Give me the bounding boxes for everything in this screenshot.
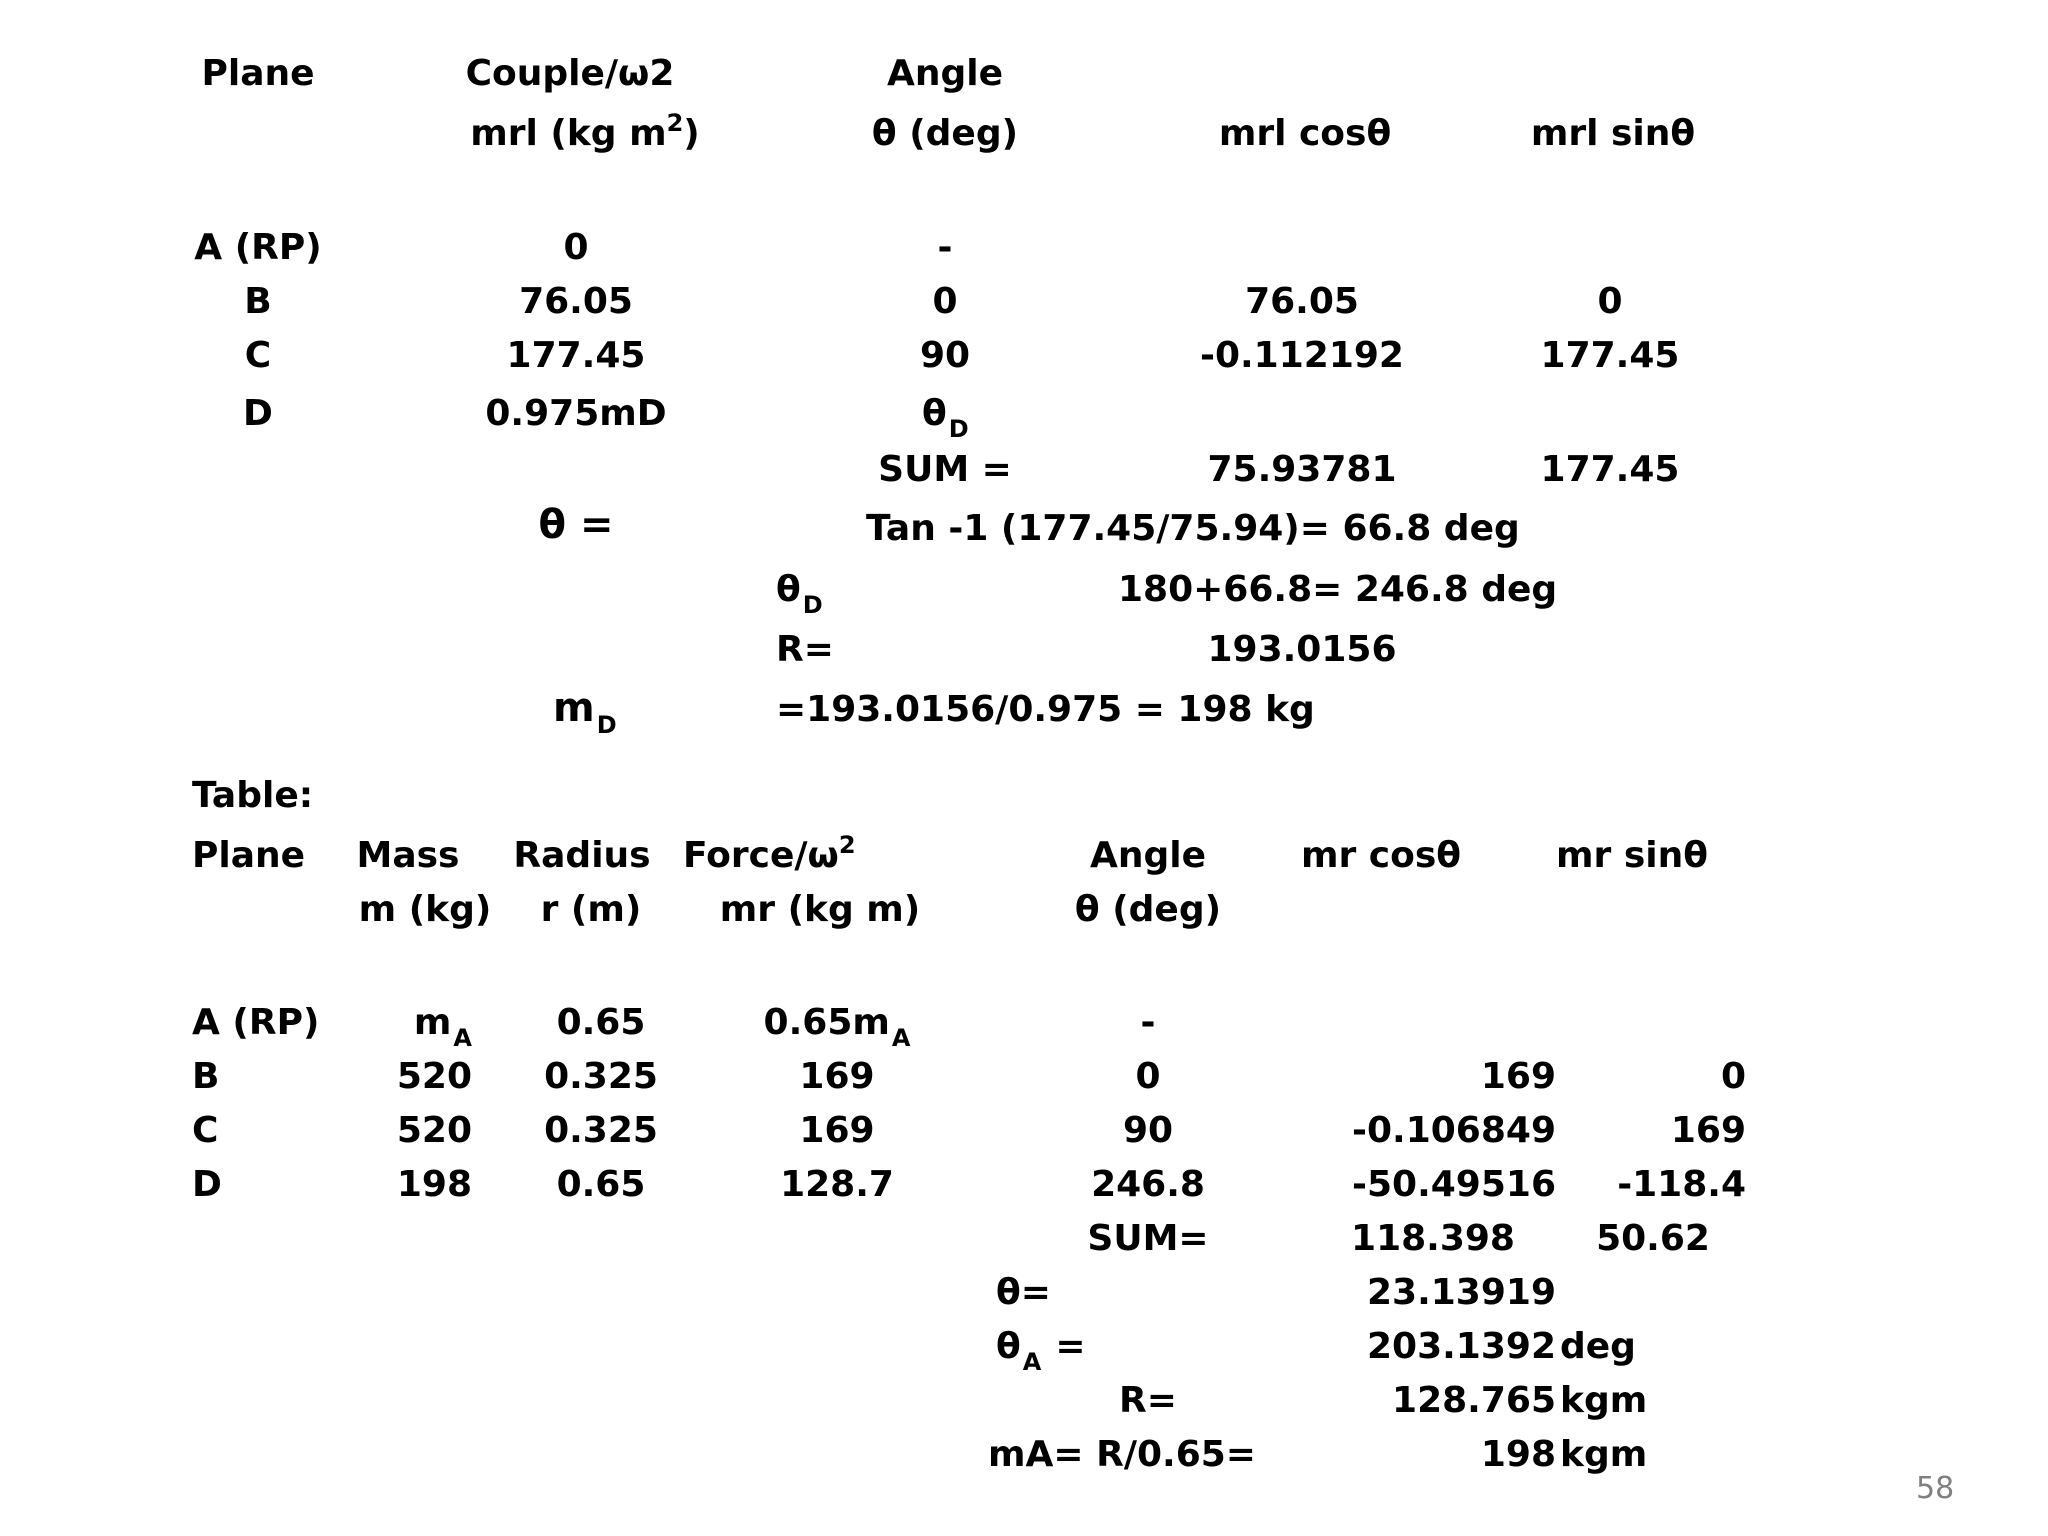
t1-row-b-plane: B — [244, 281, 272, 322]
t2-header-force: Force/$\omega^2$ — [683, 831, 856, 876]
t2-row-b-plane: B — [192, 1056, 220, 1097]
t2-sum-sin: 50.62 — [1596, 1218, 1710, 1259]
t2-row-b-mass: 520 — [396, 1056, 472, 1097]
t1-row-a-plane: A (RP) — [194, 227, 322, 268]
t2-theta-label: θ= — [996, 1272, 1051, 1313]
t2-row-b-radius: 0.325 — [544, 1056, 658, 1097]
t2-row-c-force: 169 — [799, 1110, 875, 1151]
t1-row-b-sin: 0 — [1597, 281, 1623, 322]
t2-thetaA-unit: deg — [1560, 1326, 1636, 1367]
t2-theta-value: 23.13919 — [1366, 1272, 1556, 1313]
t2-thetaA-value: 203.1392 — [1366, 1326, 1556, 1367]
t2-row-a-plane: A (RP) — [192, 1002, 320, 1043]
t2-header-plane: Plane — [192, 835, 306, 876]
t1-mD-value: =193.0156/0.975 = 198 kg — [776, 689, 1315, 730]
t1-row-d-couple: 0.975mD — [485, 393, 667, 434]
t2-row-b-cos: 169 — [1480, 1056, 1556, 1097]
t1-sum-label: SUM = — [878, 449, 1012, 490]
t2-row-d-cos: -50.49516 — [1352, 1164, 1556, 1205]
t2-row-d-radius: 0.65 — [556, 1164, 646, 1205]
t1-row-c-plane: C — [244, 335, 272, 376]
t1-thetaD-label: $\theta_D$ — [776, 569, 823, 619]
t2-row-a-angle: - — [1140, 1002, 1156, 1043]
t1-row-c-cos: -0.112192 — [1200, 335, 1404, 376]
t1-row-d-plane: D — [243, 393, 273, 434]
t1-row-a-angle: - — [937, 227, 953, 268]
t2-title: Table: — [192, 775, 314, 816]
t2-header-radius: Radius — [513, 835, 651, 876]
t1-header-cos: mrl cosθ — [1218, 113, 1392, 154]
t2-row-d-mass: 198 — [396, 1164, 472, 1205]
t1-row-c-couple: 177.45 — [506, 335, 646, 376]
t2-row-a-mass: $m_A$ — [413, 1002, 472, 1052]
t2-row-c-angle: 90 — [1122, 1110, 1174, 1151]
t1-mD-label: $m_D$ — [553, 685, 617, 739]
t2-header-mass: Mass — [356, 835, 460, 876]
page-number: 58 — [1916, 1471, 1955, 1506]
t2-header-cos: mr cosθ — [1300, 835, 1462, 876]
t2-header-angle-unit: θ (deg) — [1074, 889, 1222, 930]
t2-row-a-force: $0.65m_A$ — [763, 1002, 911, 1052]
t1-R-value: 193.0156 — [1207, 629, 1397, 670]
t1-sum-sin: 177.45 — [1540, 449, 1680, 490]
t2-mA-value: 198 — [1480, 1434, 1556, 1475]
t1-thetaD-value: 180+66.8= 246.8 deg — [1118, 569, 1558, 610]
t2-row-c-mass: 520 — [396, 1110, 472, 1151]
t2-row-c-cos: -0.106849 — [1352, 1110, 1556, 1151]
t1-row-b-cos: 76.05 — [1245, 281, 1359, 322]
t2-row-d-sin: -118.4 — [1617, 1164, 1746, 1205]
t1-row-c-sin: 177.45 — [1540, 335, 1680, 376]
t1-theta-label: θ = — [538, 502, 614, 548]
t1-header-angle-unit: θ (deg) — [871, 113, 1019, 154]
t1-theta-value: Tan -1 (177.45/75.94)= 66.8 deg — [866, 508, 1520, 549]
t2-row-c-sin: 169 — [1670, 1110, 1746, 1151]
t1-row-b-couple: 76.05 — [519, 281, 633, 322]
t2-sum-label: SUM= — [1087, 1218, 1209, 1259]
t1-header-couple-unit: mrl (kg $m^2$) — [470, 109, 700, 154]
t2-R-value: 128.765 — [1392, 1380, 1556, 1421]
t2-thetaA-label: $\theta_A$ = — [996, 1326, 1086, 1376]
t2-R-label: R= — [1119, 1380, 1177, 1421]
t2-mA-unit: kgm — [1560, 1434, 1648, 1475]
t2-row-b-angle: 0 — [1135, 1056, 1161, 1097]
t1-header-couple: Couple/ω2 — [465, 53, 675, 94]
t1-header-plane: Plane — [201, 53, 315, 94]
t2-row-a-radius: 0.65 — [556, 1002, 646, 1043]
t2-row-b-sin: 0 — [1720, 1056, 1746, 1097]
t2-mA-label: mA= R/0.65= — [988, 1434, 1256, 1475]
t2-row-b-force: 169 — [799, 1056, 875, 1097]
t1-header-sin: mrl sinθ — [1530, 113, 1696, 154]
t2-header-sin: mr sinθ — [1556, 835, 1708, 876]
t1-sum-cos: 75.93781 — [1207, 449, 1397, 490]
t2-header-radius-unit: r (m) — [540, 889, 642, 930]
t2-row-d-angle: 246.8 — [1091, 1164, 1205, 1205]
t1-header-angle: Angle — [886, 53, 1004, 94]
t2-row-d-force: 128.7 — [780, 1164, 894, 1205]
t2-header-angle: Angle — [1089, 835, 1207, 876]
t2-R-unit: kgm — [1560, 1380, 1648, 1421]
t1-row-a-couple: 0 — [563, 227, 589, 268]
t1-row-b-angle: 0 — [932, 281, 958, 322]
t1-row-c-angle: 90 — [919, 335, 971, 376]
t2-row-c-radius: 0.325 — [544, 1110, 658, 1151]
t2-sum-cos: 118.398 — [1351, 1218, 1515, 1259]
t2-header-force-unit: mr (kg m) — [719, 889, 921, 930]
t1-row-d-angle: $\theta_D$ — [922, 393, 969, 443]
t2-header-mass-unit: m (kg) — [358, 889, 492, 930]
t2-row-c-plane: C — [192, 1110, 219, 1151]
t1-R-label: R= — [776, 629, 834, 670]
t2-row-d-plane: D — [192, 1164, 222, 1205]
